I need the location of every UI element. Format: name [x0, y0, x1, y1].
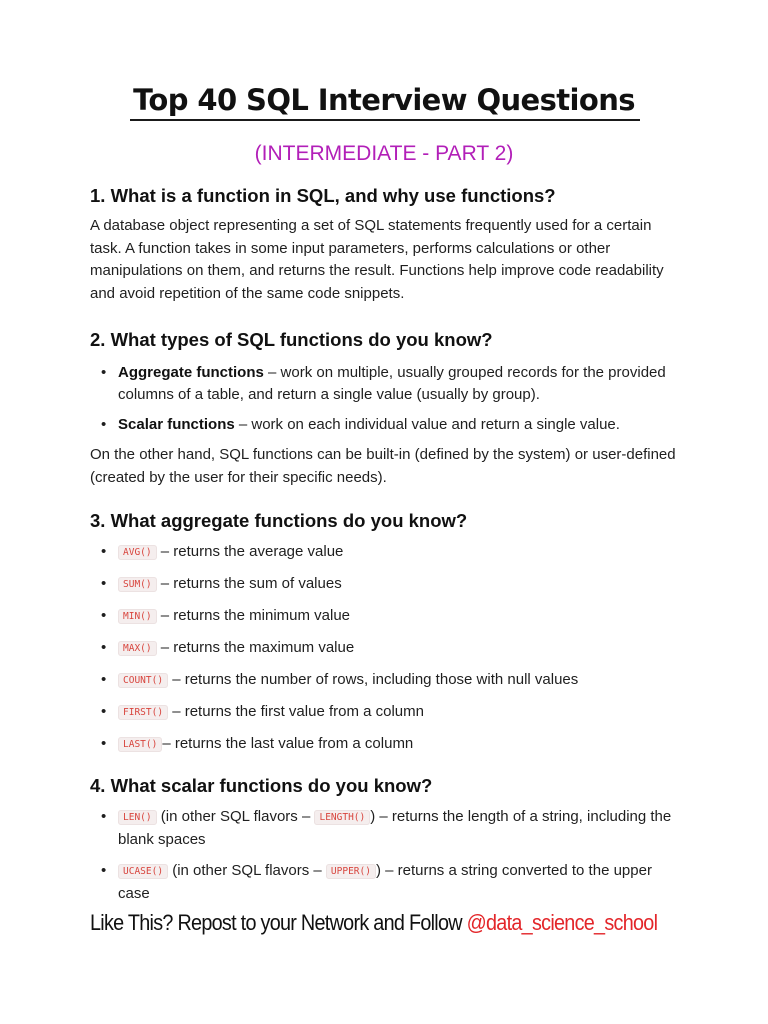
code-snippet: MIN()	[118, 609, 157, 624]
bullet-icon: •	[101, 703, 107, 720]
question-2-heading: 2. What types of SQL functions do you know?	[90, 329, 493, 350]
bullet-icon: •	[101, 607, 107, 624]
list-item	[90, 701, 685, 724]
bullet-icon: •	[101, 543, 107, 560]
list-item-text: – work on each individual value and return a single value.	[234, 416, 620, 433]
list-item	[90, 573, 685, 596]
social-handle-link[interactable]: @data_science_school	[466, 910, 658, 935]
question-2-note: On the other hand, SQL functions can be built-in (defined by the system) or user-defined (created by the user for their specific needs).	[90, 446, 676, 486]
question-2	[90, 326, 685, 489]
list-item-text: (in other SQL flavors –	[156, 808, 315, 825]
list-item-term: Scalar functions	[118, 416, 235, 433]
list-item-term: Aggregate functions	[118, 364, 264, 381]
question-1-heading: 1. What is a function in SQL, and why use functions?	[90, 185, 556, 206]
bullet-icon: •	[101, 364, 107, 381]
question-3-list	[90, 541, 685, 756]
list-item-text: (in other SQL flavors –	[168, 862, 326, 879]
question-1	[90, 182, 685, 305]
code-snippet: UCASE()	[118, 864, 168, 879]
code-snippet: LAST()	[118, 737, 162, 752]
list-item	[90, 669, 685, 692]
list-item	[90, 414, 685, 436]
list-item	[90, 362, 685, 406]
list-item-text: – returns the sum of values	[156, 575, 342, 592]
list-item	[90, 860, 685, 905]
list-item-text: – returns the first value from a column	[168, 703, 424, 720]
bullet-icon: •	[101, 639, 107, 656]
title-underline	[130, 119, 640, 121]
page-subtitle: (INTERMEDIATE - PART 2)	[254, 142, 514, 165]
list-item-text: ) – returns a string converted to the upper case	[118, 862, 652, 902]
list-item	[90, 637, 685, 660]
code-snippet: LEN()	[118, 810, 157, 825]
question-2-list	[90, 362, 685, 436]
list-item-text: ) – returns the length of a string, including the blank spaces	[118, 808, 672, 848]
question-4	[90, 772, 685, 905]
bullet-icon: •	[101, 735, 107, 752]
list-item	[90, 541, 685, 564]
code-snippet: LENGTH()	[314, 810, 370, 825]
bullet-icon: •	[101, 808, 107, 825]
footer-text: Like This? Repost to your Network and Follow	[90, 910, 467, 935]
bullet-icon: •	[101, 671, 107, 688]
bullet-icon: •	[101, 862, 107, 879]
list-item-text: – returns the last value from a column	[162, 735, 414, 752]
code-snippet: COUNT()	[118, 673, 168, 688]
footer-call-to-action	[90, 908, 666, 938]
list-item	[90, 733, 685, 756]
question-3	[90, 507, 685, 756]
question-4-list	[90, 806, 685, 905]
list-item-text: – returns the average value	[156, 543, 344, 560]
list-item-text: – returns the maximum value	[156, 639, 355, 656]
page-title: Top 40 SQL Interview Questions	[133, 83, 635, 117]
bullet-icon: •	[101, 416, 107, 433]
list-item-text: – work on multiple, usually grouped records for the provided columns of a table, and return a single value (usually by group).	[118, 364, 666, 403]
question-1-answer: A database object representing a set of SQL statements frequently used for a certain task. A function takes in some input parameters, performs calculations or other manipulations on them, and returns the result. Functions help improve code readability and avoid repetition of the same code snippets.	[90, 217, 664, 302]
code-snippet: AVG()	[118, 545, 157, 560]
list-item	[90, 806, 685, 851]
code-snippet: FIRST()	[118, 705, 168, 720]
list-item-text: – returns the number of rows, including those with null values	[168, 671, 579, 688]
bullet-icon: •	[101, 575, 107, 592]
code-snippet: UPPER()	[326, 864, 376, 879]
list-item-text: – returns the minimum value	[156, 607, 351, 624]
list-item	[90, 605, 685, 628]
content-body	[90, 182, 685, 905]
code-snippet: SUM()	[118, 577, 157, 592]
question-4-heading: 4. What scalar functions do you know?	[90, 775, 433, 796]
code-snippet: MAX()	[118, 641, 157, 656]
question-3-heading: 3. What aggregate functions do you know?	[90, 510, 468, 531]
